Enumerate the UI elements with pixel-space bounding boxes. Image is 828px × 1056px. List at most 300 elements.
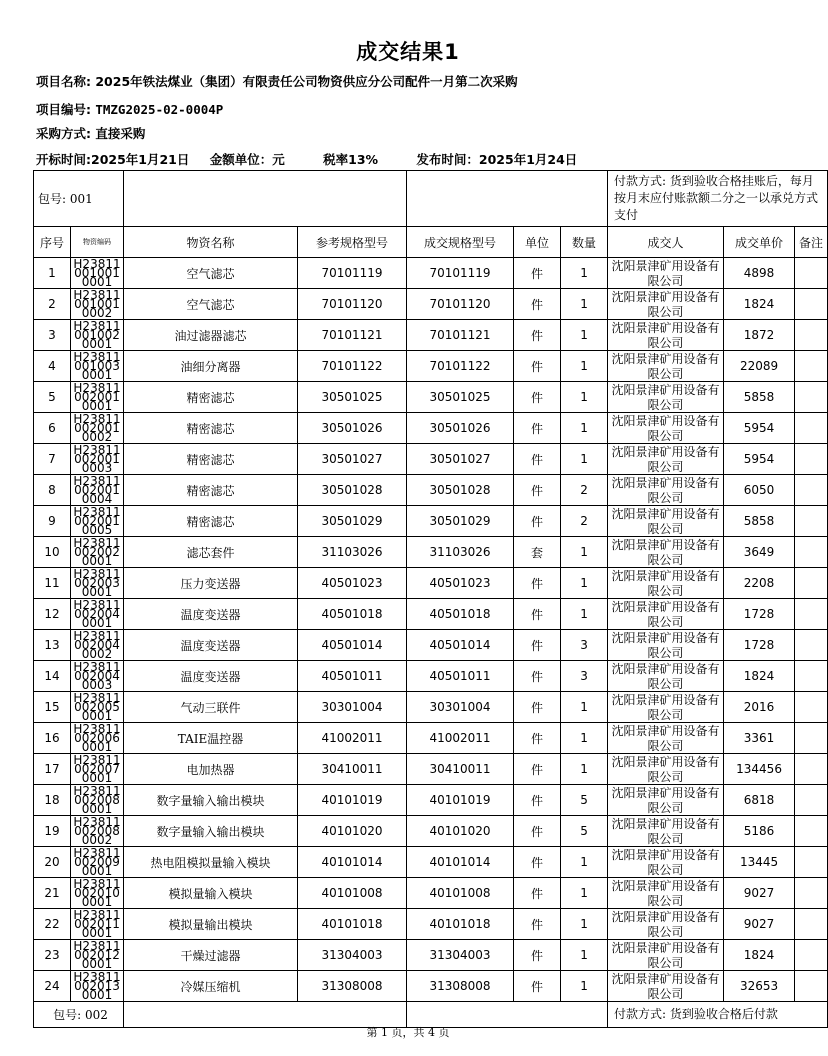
cell-deal-spec: 40101018: [407, 909, 514, 940]
header-no: 序号: [34, 227, 71, 258]
cell-deal-spec: 70101122: [407, 351, 514, 382]
table-row: [34, 847, 828, 878]
vendor-name: 沈阳景津矿用设备有限公司: [611, 445, 720, 474]
cell-qty: 1: [561, 351, 608, 382]
package-002-label: 包号: 002: [34, 1002, 124, 1028]
cell-no: 13: [34, 630, 71, 661]
cell-no: 4: [34, 351, 71, 382]
cell-deal-spec: 70101119: [407, 258, 514, 289]
cell-unit: 件: [514, 351, 561, 382]
vendor-name: 沈阳景津矿用设备有限公司: [611, 910, 720, 939]
cell-vendor: [608, 413, 724, 444]
cell-deal-spec: 40101019: [407, 785, 514, 816]
cell-price: 13445: [724, 847, 795, 878]
vendor-name: 沈阳景津矿用设备有限公司: [611, 972, 720, 1001]
cell-remark: [795, 506, 828, 537]
cell-price: 6050: [724, 475, 795, 506]
cell-vendor: [608, 754, 724, 785]
header-qty: 数量: [561, 227, 608, 258]
cell-vendor: [608, 692, 724, 723]
cell-code: H238110010010002: [71, 289, 124, 320]
cell-vendor: [608, 630, 724, 661]
cell-qty: 1: [561, 723, 608, 754]
cell-vendor: [608, 320, 724, 351]
cell-code: H238110020010004: [71, 475, 124, 506]
cell-price: 1728: [724, 630, 795, 661]
cell-no: 17: [34, 754, 71, 785]
cell-no: 9: [34, 506, 71, 537]
cell-name: 精密滤芯: [124, 475, 298, 506]
cell-unit: 件: [514, 816, 561, 847]
table-row: [34, 723, 828, 754]
cell-price: 6818: [724, 785, 795, 816]
table-row: [34, 351, 828, 382]
cell-no: 20: [34, 847, 71, 878]
cell-remark: [795, 785, 828, 816]
results-table: [33, 170, 828, 1028]
cell-no: 11: [34, 568, 71, 599]
open-time: 开标时间:2025年1月21日: [36, 152, 190, 167]
cell-unit: 件: [514, 940, 561, 971]
cell-unit: 件: [514, 754, 561, 785]
cell-name: 精密滤芯: [124, 444, 298, 475]
cell-code: H238110020100001: [71, 878, 124, 909]
cell-price: 3361: [724, 723, 795, 754]
amount-unit: 金额单位：元: [209, 152, 285, 167]
project-number-value: TMZG2025-02-0004P: [95, 102, 224, 117]
cell-price: 3649: [724, 537, 795, 568]
cell-no: 15: [34, 692, 71, 723]
cell-code: H238110020010001: [71, 382, 124, 413]
table-row: [34, 537, 828, 568]
cell-code: H238110020030001: [71, 568, 124, 599]
cell-vendor: [608, 816, 724, 847]
cell-remark: [795, 816, 828, 847]
cell-name: TAIE温控器: [124, 723, 298, 754]
table-header-row: [34, 227, 828, 258]
cell-name: 滤芯套件: [124, 537, 298, 568]
cell-deal-spec: 40501023: [407, 568, 514, 599]
package-001-payment: 付款方式: 货到验收合格挂账后，每月按月末应付账款额二分之一以承兑方式支付: [608, 171, 828, 227]
cell-name: 电加热器: [124, 754, 298, 785]
vendor-name: 沈阳景津矿用设备有限公司: [611, 848, 720, 877]
cell-deal-spec: 40101014: [407, 847, 514, 878]
cell-deal-spec: 30301004: [407, 692, 514, 723]
cell-deal-spec: 70101120: [407, 289, 514, 320]
cell-no: 22: [34, 909, 71, 940]
cell-ref-spec: 40101019: [298, 785, 407, 816]
cell-price: 1824: [724, 940, 795, 971]
cell-remark: [795, 940, 828, 971]
cell-vendor: [608, 444, 724, 475]
vendor-name: 沈阳景津矿用设备有限公司: [611, 817, 720, 846]
cell-no: 8: [34, 475, 71, 506]
table-row: [34, 320, 828, 351]
cell-vendor: [608, 351, 724, 382]
cell-qty: 1: [561, 847, 608, 878]
page-footer: 第 1 页，共 4 页: [366, 1026, 450, 1039]
cell-deal-spec: 31103026: [407, 537, 514, 568]
cell-code: H238110020090001: [71, 847, 124, 878]
cell-ref-spec: 40101008: [298, 878, 407, 909]
cell-ref-spec: 70101120: [298, 289, 407, 320]
cell-remark: [795, 351, 828, 382]
cell-ref-spec: 30301004: [298, 692, 407, 723]
project-name: 项目名称: 2025年铁法煤业（集团）有限责任公司物资供应分公司配件一月第二次采购: [36, 74, 518, 89]
header-name: 物资名称: [124, 227, 298, 258]
cell-qty: 1: [561, 568, 608, 599]
cell-remark: [795, 413, 828, 444]
cell-price: 5858: [724, 506, 795, 537]
cell-code: H238110020050001: [71, 692, 124, 723]
cell-name: 精密滤芯: [124, 506, 298, 537]
cell-deal-spec: 40101020: [407, 816, 514, 847]
cell-unit: 件: [514, 320, 561, 351]
cell-price: 5954: [724, 413, 795, 444]
header-unit: 单位: [514, 227, 561, 258]
cell-qty: 1: [561, 754, 608, 785]
cell-unit: 件: [514, 878, 561, 909]
cell-name: 冷媒压缩机: [124, 971, 298, 1002]
cell-remark: [795, 475, 828, 506]
package-001-blank: [124, 171, 407, 227]
table-row: [34, 630, 828, 661]
cell-qty: 1: [561, 909, 608, 940]
cell-price: 1728: [724, 599, 795, 630]
vendor-name: 沈阳景津矿用设备有限公司: [611, 631, 720, 660]
cell-name: 油细分离器: [124, 351, 298, 382]
cell-price: 2208: [724, 568, 795, 599]
header-code: 物资编码: [71, 227, 124, 258]
project-number-label: 项目编号:: [36, 102, 96, 117]
cell-deal-spec: 30501028: [407, 475, 514, 506]
cell-qty: 5: [561, 785, 608, 816]
cell-ref-spec: 70101122: [298, 351, 407, 382]
header-ref-spec: 参考规格型号: [298, 227, 407, 258]
table-row: [34, 878, 828, 909]
cell-price: 1872: [724, 320, 795, 351]
cell-code: H238110020010002: [71, 413, 124, 444]
table-row: [34, 413, 828, 444]
cell-qty: 1: [561, 537, 608, 568]
header-remark: 备注: [795, 227, 828, 258]
cell-deal-spec: 30501027: [407, 444, 514, 475]
cell-name: 温度变送器: [124, 630, 298, 661]
cell-ref-spec: 40501011: [298, 661, 407, 692]
cell-name: 模拟量输入模块: [124, 878, 298, 909]
cell-remark: [795, 661, 828, 692]
cell-remark: [795, 878, 828, 909]
cell-qty: 1: [561, 971, 608, 1002]
table-row: [34, 475, 828, 506]
vendor-name: 沈阳景津矿用设备有限公司: [611, 476, 720, 505]
table-row: [34, 692, 828, 723]
table-row: [34, 661, 828, 692]
cell-name: 数字量输入输出模块: [124, 785, 298, 816]
vendor-name: 沈阳景津矿用设备有限公司: [611, 538, 720, 567]
vendor-name: 沈阳景津矿用设备有限公司: [611, 414, 720, 443]
cell-remark: [795, 568, 828, 599]
vendor-name: 沈阳景津矿用设备有限公司: [611, 662, 720, 691]
bid-info: [36, 150, 593, 168]
cell-qty: 1: [561, 940, 608, 971]
cell-code: H238110010030001: [71, 351, 124, 382]
cell-qty: 3: [561, 661, 608, 692]
cell-price: 4898: [724, 258, 795, 289]
cell-vendor: [608, 909, 724, 940]
header-vendor: 成交人: [608, 227, 724, 258]
vendor-name: 沈阳景津矿用设备有限公司: [611, 507, 720, 536]
vendor-name: 沈阳景津矿用设备有限公司: [611, 383, 720, 412]
cell-code: H238110020060001: [71, 723, 124, 754]
cell-remark: [795, 971, 828, 1002]
cell-unit: 件: [514, 692, 561, 723]
cell-ref-spec: 31308008: [298, 971, 407, 1002]
cell-unit: 件: [514, 723, 561, 754]
cell-qty: 1: [561, 599, 608, 630]
cell-ref-spec: 30501029: [298, 506, 407, 537]
cell-deal-spec: 30501029: [407, 506, 514, 537]
table-row: [34, 599, 828, 630]
cell-price: 22089: [724, 351, 795, 382]
cell-ref-spec: 41002011: [298, 723, 407, 754]
cell-code: H238110020110001: [71, 909, 124, 940]
cell-ref-spec: 30501025: [298, 382, 407, 413]
table-row: [34, 258, 828, 289]
cell-no: 1: [34, 258, 71, 289]
cell-vendor: [608, 971, 724, 1002]
cell-unit: 件: [514, 382, 561, 413]
cell-remark: [795, 289, 828, 320]
cell-no: 5: [34, 382, 71, 413]
cell-no: 16: [34, 723, 71, 754]
cell-vendor: [608, 289, 724, 320]
project-number: [36, 100, 223, 118]
cell-ref-spec: 40101018: [298, 909, 407, 940]
publish-time: 发布时间：2025年1月24日: [416, 152, 578, 167]
vendor-name: 沈阳景津矿用设备有限公司: [611, 786, 720, 815]
cell-remark: [795, 258, 828, 289]
table-row: [34, 289, 828, 320]
cell-remark: [795, 320, 828, 351]
cell-qty: 3: [561, 630, 608, 661]
table-row: [34, 444, 828, 475]
header-deal-spec: 成交规格型号: [407, 227, 514, 258]
cell-name: 空气滤芯: [124, 289, 298, 320]
cell-deal-spec: 31308008: [407, 971, 514, 1002]
cell-unit: 件: [514, 971, 561, 1002]
cell-code: H238110020010005: [71, 506, 124, 537]
package-001-blank-2: [407, 171, 608, 227]
cell-code: H238110020120001: [71, 940, 124, 971]
cell-unit: 件: [514, 475, 561, 506]
cell-code: H238110020020001: [71, 537, 124, 568]
vendor-name: 沈阳景津矿用设备有限公司: [611, 879, 720, 908]
cell-name: 热电阻模拟量输入模块: [124, 847, 298, 878]
cell-qty: 1: [561, 878, 608, 909]
cell-remark: [795, 382, 828, 413]
cell-code: H238110020010003: [71, 444, 124, 475]
cell-no: 3: [34, 320, 71, 351]
cell-code: H238110020080001: [71, 785, 124, 816]
cell-no: 6: [34, 413, 71, 444]
cell-vendor: [608, 847, 724, 878]
cell-unit: 件: [514, 289, 561, 320]
cell-qty: 1: [561, 289, 608, 320]
cell-ref-spec: 40501018: [298, 599, 407, 630]
cell-ref-spec: 40101014: [298, 847, 407, 878]
cell-vendor: [608, 723, 724, 754]
cell-price: 1824: [724, 661, 795, 692]
cell-name: 气动三联件: [124, 692, 298, 723]
cell-no: 24: [34, 971, 71, 1002]
cell-name: 模拟量输出模块: [124, 909, 298, 940]
cell-code: H238110020080002: [71, 816, 124, 847]
cell-vendor: [608, 785, 724, 816]
cell-no: 12: [34, 599, 71, 630]
cell-ref-spec: 40101020: [298, 816, 407, 847]
vendor-name: 沈阳景津矿用设备有限公司: [611, 569, 720, 598]
cell-deal-spec: 31304003: [407, 940, 514, 971]
header-price: 成交单价: [724, 227, 795, 258]
cell-ref-spec: 30410011: [298, 754, 407, 785]
cell-price: 32653: [724, 971, 795, 1002]
cell-ref-spec: 70101121: [298, 320, 407, 351]
cell-vendor: [608, 568, 724, 599]
cell-name: 空气滤芯: [124, 258, 298, 289]
cell-ref-spec: 30501027: [298, 444, 407, 475]
cell-qty: 1: [561, 258, 608, 289]
cell-remark: [795, 723, 828, 754]
cell-code: H238110010020001: [71, 320, 124, 351]
cell-ref-spec: 40501023: [298, 568, 407, 599]
cell-vendor: [608, 506, 724, 537]
vendor-name: 沈阳景津矿用设备有限公司: [611, 352, 720, 381]
table-row: [34, 940, 828, 971]
cell-name: 数字量输入输出模块: [124, 816, 298, 847]
cell-qty: 2: [561, 506, 608, 537]
cell-vendor: [608, 940, 724, 971]
tax-rate: 税率13%: [323, 152, 379, 167]
cell-price: 5186: [724, 816, 795, 847]
cell-no: 7: [34, 444, 71, 475]
vendor-name: 沈阳景津矿用设备有限公司: [611, 290, 720, 319]
cell-qty: 1: [561, 444, 608, 475]
table-row: [34, 785, 828, 816]
cell-code: H238110020040002: [71, 630, 124, 661]
cell-price: 9027: [724, 878, 795, 909]
cell-deal-spec: 30501025: [407, 382, 514, 413]
table-row: [34, 816, 828, 847]
cell-price: 2016: [724, 692, 795, 723]
cell-qty: 1: [561, 413, 608, 444]
cell-name: 压力变送器: [124, 568, 298, 599]
cell-no: 18: [34, 785, 71, 816]
cell-ref-spec: 30501026: [298, 413, 407, 444]
cell-unit: 件: [514, 785, 561, 816]
cell-unit: 件: [514, 506, 561, 537]
cell-ref-spec: 40501014: [298, 630, 407, 661]
cell-qty: 5: [561, 816, 608, 847]
cell-unit: 件: [514, 630, 561, 661]
table-row: [34, 971, 828, 1002]
vendor-name: 沈阳景津矿用设备有限公司: [611, 321, 720, 350]
table-row: [34, 568, 828, 599]
cell-unit: 套: [514, 537, 561, 568]
cell-no: 14: [34, 661, 71, 692]
table-row: [34, 382, 828, 413]
cell-unit: 件: [514, 599, 561, 630]
cell-deal-spec: 40501014: [407, 630, 514, 661]
vendor-name: 沈阳景津矿用设备有限公司: [611, 600, 720, 629]
cell-remark: [795, 444, 828, 475]
cell-remark: [795, 599, 828, 630]
cell-qty: 1: [561, 692, 608, 723]
cell-vendor: [608, 382, 724, 413]
cell-qty: 2: [561, 475, 608, 506]
table-row: [34, 909, 828, 940]
cell-name: 精密滤芯: [124, 382, 298, 413]
cell-no: 23: [34, 940, 71, 971]
cell-name: 温度变送器: [124, 599, 298, 630]
cell-price: 1824: [724, 289, 795, 320]
cell-name: 精密滤芯: [124, 413, 298, 444]
cell-vendor: [608, 258, 724, 289]
cell-code: H238110010010001: [71, 258, 124, 289]
cell-name: 干燥过滤器: [124, 940, 298, 971]
cell-remark: [795, 909, 828, 940]
vendor-name: 沈阳景津矿用设备有限公司: [611, 724, 720, 753]
package-001-row: [34, 171, 828, 227]
cell-unit: 件: [514, 568, 561, 599]
cell-no: 10: [34, 537, 71, 568]
cell-name: 油过滤器滤芯: [124, 320, 298, 351]
cell-remark: [795, 537, 828, 568]
vendor-name: 沈阳景津矿用设备有限公司: [611, 941, 720, 970]
cell-code: H238110020070001: [71, 754, 124, 785]
cell-unit: 件: [514, 909, 561, 940]
purchase-method: 采购方式: 直接采购: [36, 126, 146, 141]
cell-ref-spec: 31304003: [298, 940, 407, 971]
package-001-label: 包号: 001: [34, 171, 124, 227]
vendor-name: 沈阳景津矿用设备有限公司: [611, 693, 720, 722]
cell-code: H238110020040001: [71, 599, 124, 630]
cell-deal-spec: 30501026: [407, 413, 514, 444]
cell-price: 9027: [724, 909, 795, 940]
cell-deal-spec: 40501011: [407, 661, 514, 692]
cell-vendor: [608, 599, 724, 630]
cell-vendor: [608, 878, 724, 909]
cell-qty: 1: [561, 382, 608, 413]
cell-remark: [795, 630, 828, 661]
cell-code: H238110020130001: [71, 971, 124, 1002]
cell-name: 温度变送器: [124, 661, 298, 692]
cell-no: 2: [34, 289, 71, 320]
vendor-name: 沈阳景津矿用设备有限公司: [611, 259, 720, 288]
cell-deal-spec: 70101121: [407, 320, 514, 351]
cell-no: 21: [34, 878, 71, 909]
cell-unit: 件: [514, 661, 561, 692]
cell-remark: [795, 847, 828, 878]
cell-price: 5858: [724, 382, 795, 413]
cell-deal-spec: 30410011: [407, 754, 514, 785]
cell-ref-spec: 31103026: [298, 537, 407, 568]
vendor-name: 沈阳景津矿用设备有限公司: [611, 755, 720, 784]
cell-qty: 1: [561, 320, 608, 351]
cell-ref-spec: 70101119: [298, 258, 407, 289]
table-row: [34, 506, 828, 537]
cell-vendor: [608, 661, 724, 692]
